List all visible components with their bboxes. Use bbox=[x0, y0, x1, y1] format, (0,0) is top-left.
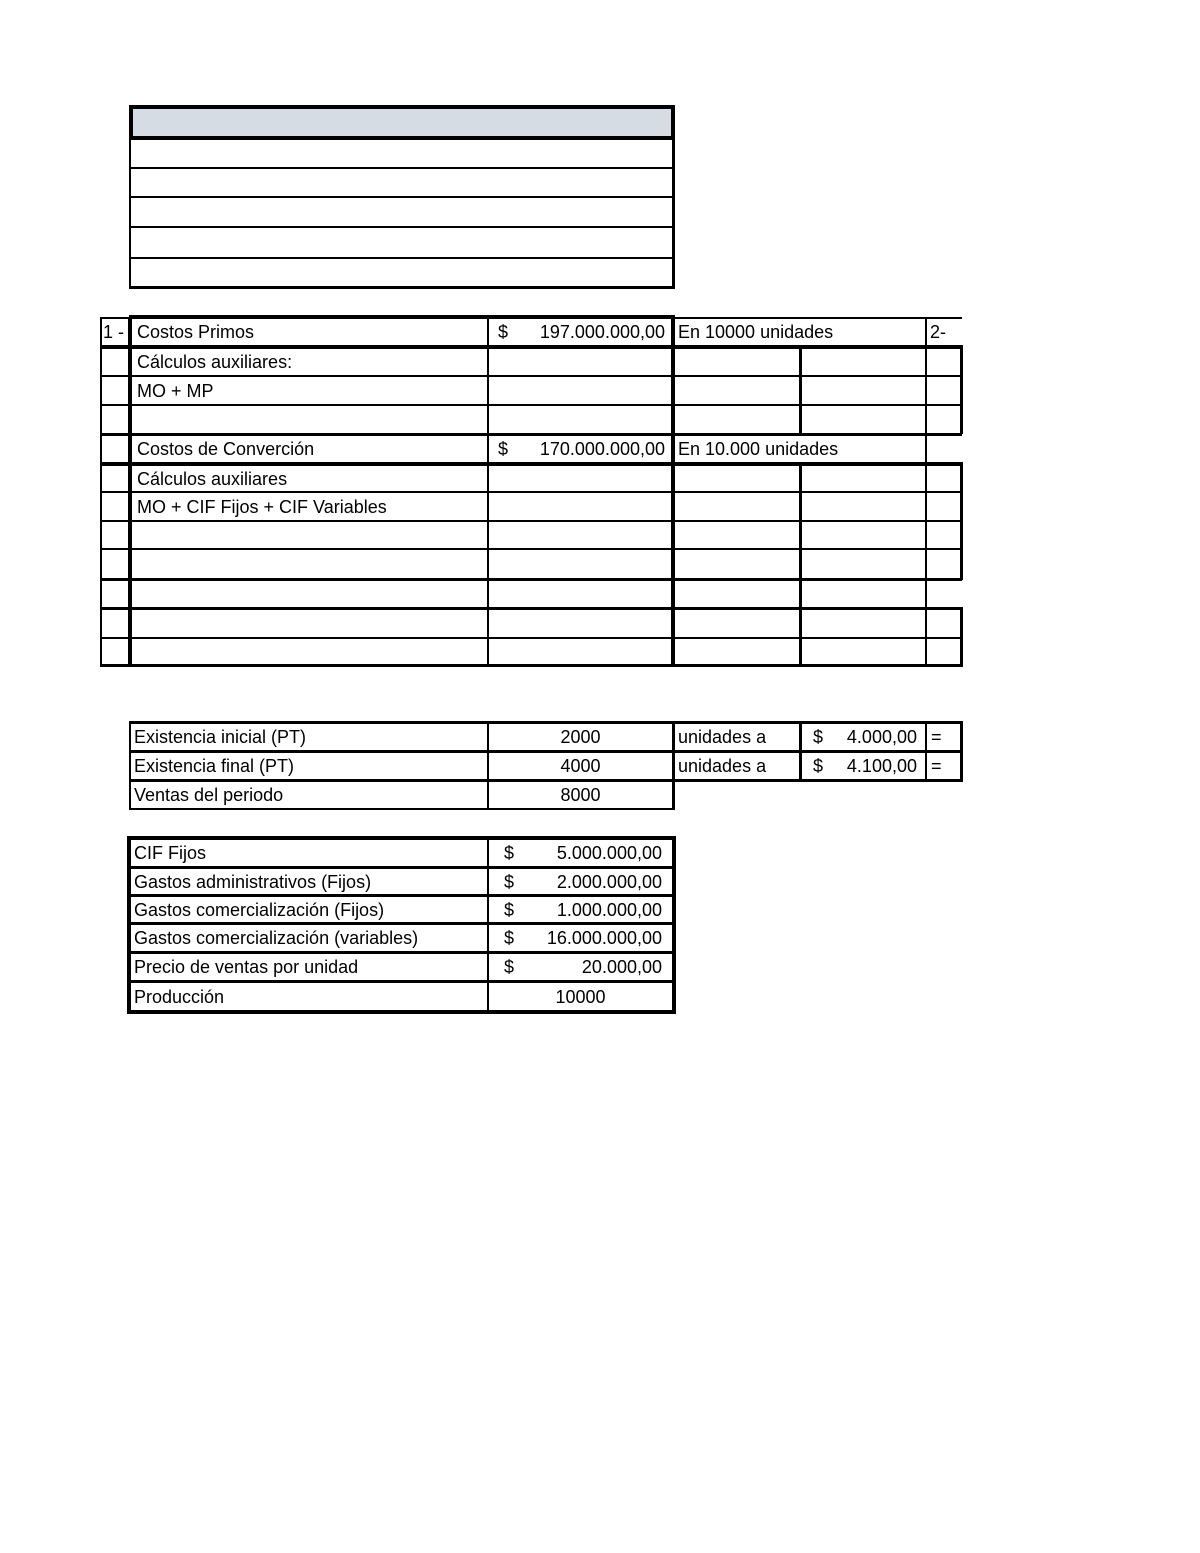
data-label: Precio de ventas por unidad bbox=[134, 957, 359, 977]
inventory-label: Existencia final (PT) bbox=[134, 756, 295, 776]
inventory-price-value: 4.100,00 bbox=[846, 756, 917, 776]
inventory-price-value: 4.000,00 bbox=[846, 727, 917, 747]
equals-sign: = bbox=[931, 756, 942, 776]
currency-symbol: $ bbox=[813, 727, 824, 747]
row-number-1: 1 - bbox=[103, 322, 125, 342]
costos-conversion-note: En 10.000 unidades bbox=[678, 439, 839, 459]
data-value bbox=[489, 869, 672, 894]
currency-symbol: $ bbox=[498, 439, 509, 459]
data-value bbox=[489, 897, 672, 922]
currency-symbol: $ bbox=[504, 957, 515, 977]
currency-symbol: $ bbox=[813, 756, 824, 776]
inventory-label: Ventas del periodo bbox=[134, 785, 284, 805]
inventory-qty: 8000 bbox=[560, 785, 601, 805]
data-label: CIF Fijos bbox=[134, 843, 206, 863]
inventory-qty: 2000 bbox=[560, 727, 601, 747]
costos-primos-amount: 197.000.000,00 bbox=[539, 322, 665, 342]
costos-conversion-label: Costos de Converción bbox=[137, 439, 315, 459]
data-value bbox=[489, 840, 672, 866]
aux-calc-title-2: Cálculos auxiliares bbox=[137, 468, 288, 489]
inventory-unit-text: unidades a bbox=[678, 727, 767, 747]
currency-symbol: $ bbox=[504, 871, 515, 892]
data-label: Producción bbox=[134, 986, 225, 1007]
costos-conversion-amount: 170.000.000,00 bbox=[539, 439, 665, 459]
inventory-qty: 4000 bbox=[560, 756, 601, 776]
data-value bbox=[489, 925, 672, 951]
data-value: 10000 bbox=[555, 986, 606, 1007]
aux-calc-formula-2: MO + CIF Fijos + CIF Variables bbox=[137, 496, 387, 517]
aux-calc-title-1: Cálculos auxiliares: bbox=[137, 352, 293, 372]
aux-calc-formula-1: MO + MP bbox=[137, 380, 214, 401]
equals-sign: = bbox=[931, 727, 942, 747]
data-amount: 1.000.000,00 bbox=[556, 899, 662, 920]
data-value bbox=[489, 954, 672, 980]
inventory-unit-text: unidades a bbox=[678, 756, 767, 776]
data-amount: 2.000.000,00 bbox=[556, 871, 662, 892]
costos-primos-label: Costos Primos bbox=[137, 322, 255, 342]
currency-symbol: $ bbox=[504, 928, 515, 948]
currency-symbol: $ bbox=[504, 899, 515, 920]
data-amount: 16.000.000,00 bbox=[546, 928, 662, 948]
data-amount: 20.000,00 bbox=[581, 957, 662, 977]
currency-symbol: $ bbox=[498, 322, 509, 342]
row-number-2: 2- bbox=[930, 322, 947, 342]
inventory-label: Existencia inicial (PT) bbox=[134, 727, 307, 747]
data-label: Gastos comercialización (variables) bbox=[134, 928, 419, 948]
data-label: Gastos comercialización (Fijos) bbox=[134, 899, 385, 920]
costos-primos-note: En 10000 unidades bbox=[678, 322, 834, 342]
data-amount: 5.000.000,00 bbox=[556, 843, 662, 863]
currency-symbol: $ bbox=[504, 843, 515, 863]
data-label: Gastos administrativos (Fijos) bbox=[134, 871, 372, 892]
